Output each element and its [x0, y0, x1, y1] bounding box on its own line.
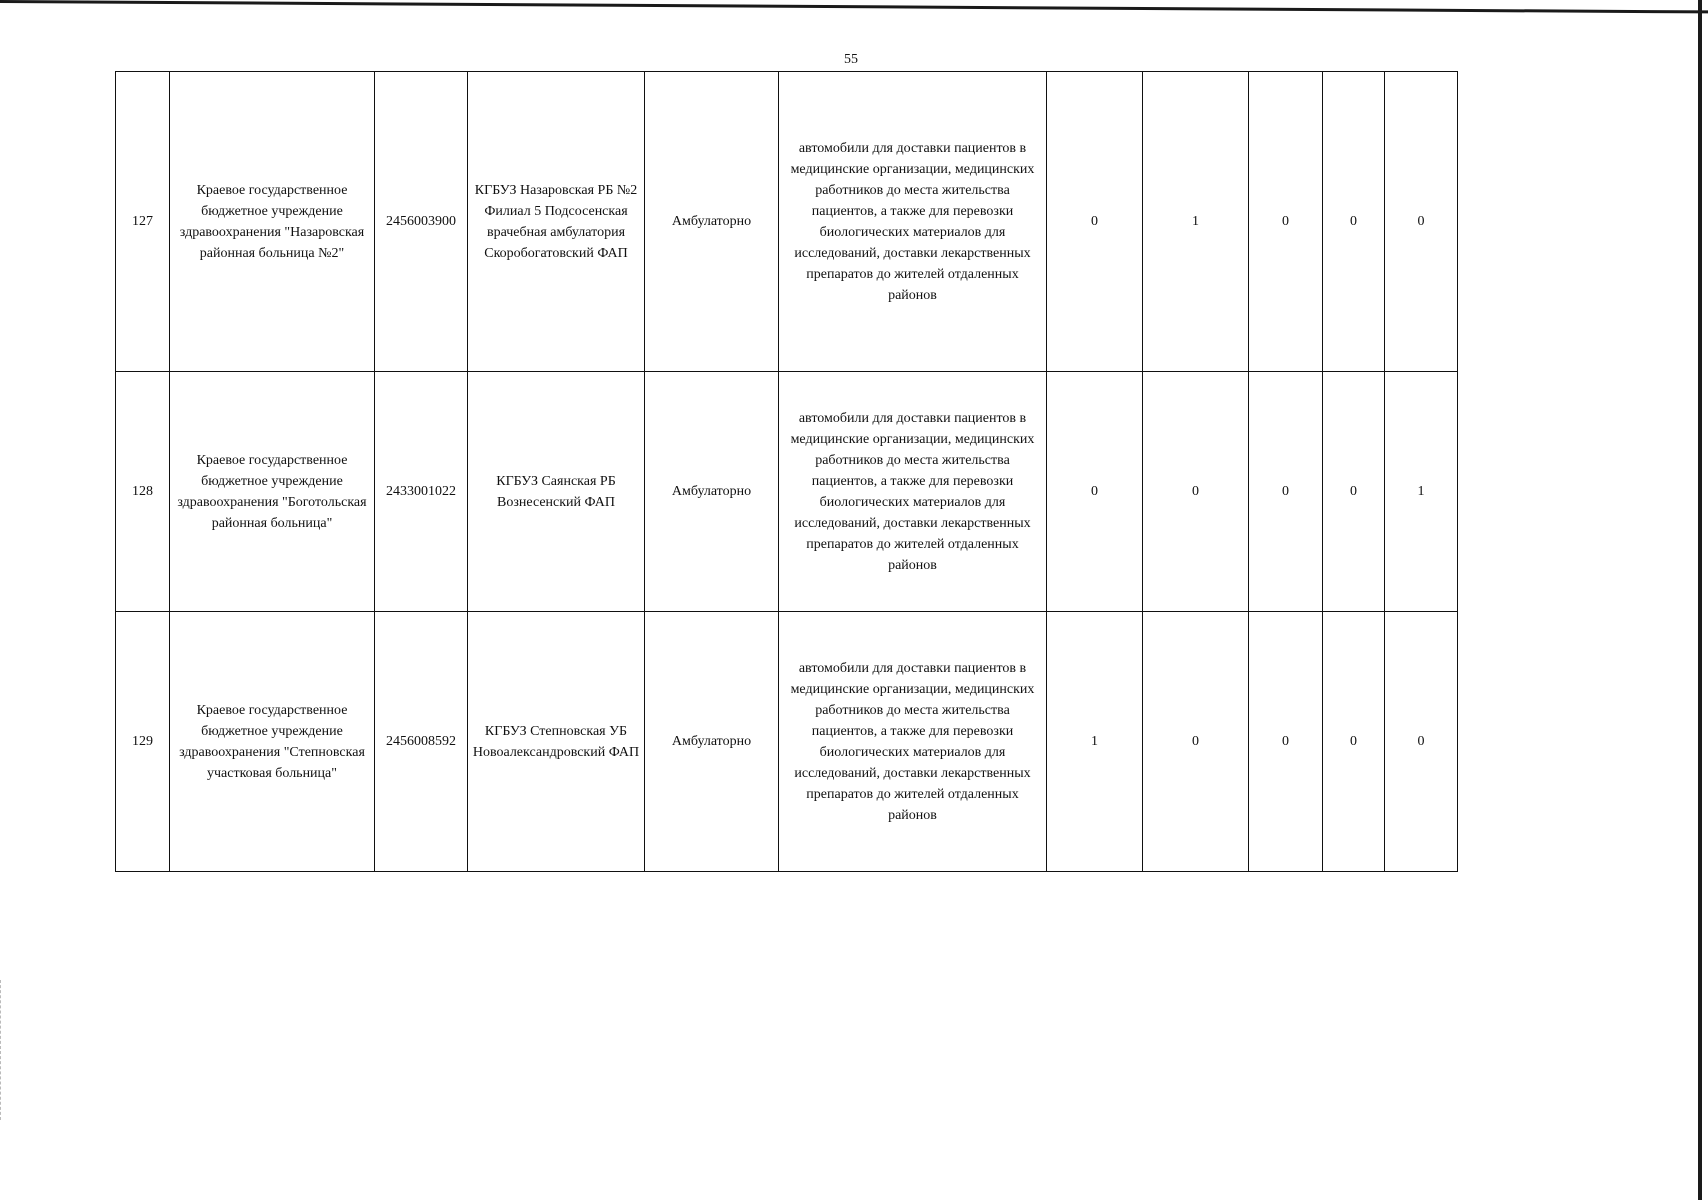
value-cell: 0 — [1249, 372, 1323, 612]
unit-name: КГБУЗ Назаровская РБ №2 Филиал 5 Подсосенская врачебная амбулатория Скоробогатовский ФАП — [468, 72, 645, 372]
value-cell: 0 — [1249, 612, 1323, 872]
value-cell: 0 — [1047, 372, 1143, 612]
row-number: 127 — [116, 72, 170, 372]
care-type-cell: Амбулаторно — [645, 612, 779, 872]
unit-name: КГБУЗ Саянская РБ Вознесенский ФАП — [468, 372, 645, 612]
purpose-text: автомобили для доставки пациентов в медицинские организации, медицинских работников до места жительства пациентов, а также для перевозки биологических материалов для исследований, доставки лекарственных препаратов до жителей отдаленных районов — [790, 410, 1035, 573]
care-type-cell: Амбулаторно — [645, 372, 779, 612]
table-row — [116, 612, 1458, 872]
organization-name: Краевое государственное бюджетное учреждение здравоохранения "Назаровская районная больница №2" — [170, 72, 375, 372]
value-cell: 1 — [1143, 72, 1249, 372]
value-cell: 0 — [1143, 372, 1249, 612]
inn-cell: 2456003900 — [375, 72, 468, 372]
value-cell: 1 — [1385, 372, 1458, 612]
organization-name: Краевое государственное бюджетное учреждение здравоохранения "Боготольская районная больница" — [170, 372, 375, 612]
inn-cell: 2433001022 — [375, 372, 468, 612]
scan-border-top — [0, 0, 1708, 13]
value-cell: 0 — [1143, 612, 1249, 872]
purpose-text: автомобили для доставки пациентов в медицинские организации, медицинских работников до места жительства пациентов, а также для перевозки биологических материалов для исследований, доставки лекарственных препаратов до жителей отдаленных районов — [790, 660, 1035, 823]
scan-border-right — [1698, 0, 1702, 1200]
row-number: 129 — [116, 612, 170, 872]
value-cell: 0 — [1385, 612, 1458, 872]
value-cell: 0 — [1385, 72, 1458, 372]
purpose-text: автомобили для доставки пациентов в медицинские организации, медицинских работников до места жительства пациентов, а также для перевозки биологических материалов для исследований, доставки лекарственных препаратов до жителей отдаленных районов — [790, 140, 1035, 303]
value-cell: 0 — [1047, 72, 1143, 372]
data-table — [115, 71, 1458, 872]
purpose-cell — [779, 372, 1047, 612]
page-number: 55 — [844, 52, 858, 67]
table-row — [116, 372, 1458, 612]
organization-name: Краевое государственное бюджетное учреждение здравоохранения "Степновская участковая больница" — [170, 612, 375, 872]
value-cell: 0 — [1249, 72, 1323, 372]
value-cell: 0 — [1323, 372, 1385, 612]
table-row — [116, 72, 1458, 372]
care-type-cell: Амбулаторно — [645, 72, 779, 372]
scan-artifact — [0, 980, 4, 1120]
value-cell: 0 — [1323, 612, 1385, 872]
value-cell: 1 — [1047, 612, 1143, 872]
inn-cell: 2456008592 — [375, 612, 468, 872]
unit-name: КГБУЗ Степновская УБ Новоалександровский ФАП — [468, 612, 645, 872]
purpose-cell — [779, 612, 1047, 872]
value-cell: 0 — [1323, 72, 1385, 372]
purpose-cell — [779, 72, 1047, 372]
row-number: 128 — [116, 372, 170, 612]
